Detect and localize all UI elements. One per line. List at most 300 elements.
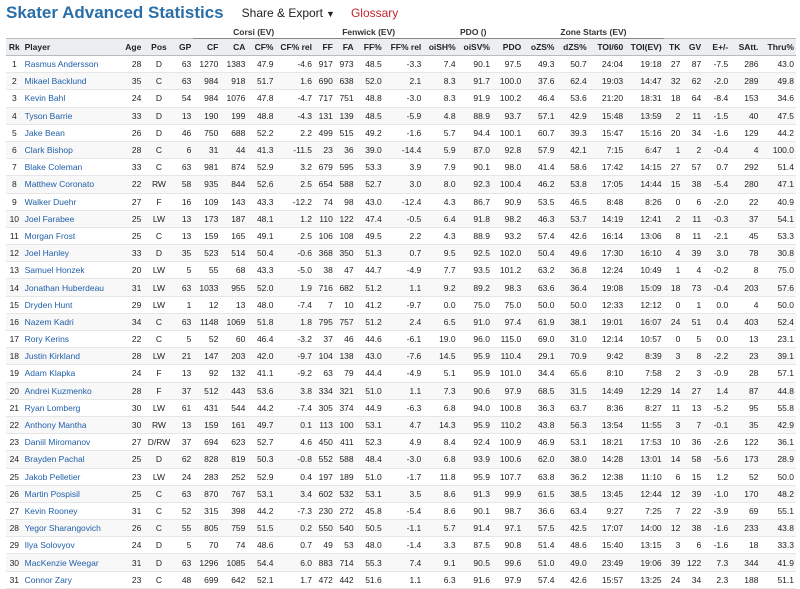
table-cell: 92: [193, 365, 220, 382]
table-cell: 272: [335, 502, 356, 519]
table-cell: 87.5: [458, 537, 492, 554]
table-cell: 918: [220, 73, 247, 90]
table-cell: 22: [682, 502, 703, 519]
table-cell: -3.0: [384, 451, 424, 468]
table-cell: -1.1: [384, 520, 424, 537]
table-cell: 39: [682, 485, 703, 502]
table-cell: 7: [664, 502, 683, 519]
table-cell: -9.7: [275, 348, 314, 365]
table-cell: 41.1: [247, 365, 275, 382]
column-header[interactable]: oZS%: [523, 39, 556, 56]
column-header[interactable]: Pos: [143, 39, 174, 56]
table-cell: 42.6: [557, 571, 589, 588]
column-header[interactable]: FF%: [356, 39, 384, 56]
table-cell: 7.7: [423, 262, 457, 279]
table-cell: 7.3: [423, 382, 457, 399]
table-cell: 122: [335, 210, 356, 227]
table-cell: 8:48: [589, 193, 625, 210]
table-cell: 24: [664, 313, 683, 330]
table-cell: 100.0: [760, 141, 796, 158]
table-row: [6, 365, 796, 382]
table-cell: -0.8: [275, 451, 314, 468]
player-link[interactable]: Daniil Miromanov: [23, 434, 121, 451]
table-cell: -7.4: [275, 296, 314, 313]
table-cell: 14:44: [625, 176, 664, 193]
table-cell: 759: [220, 520, 247, 537]
table-cell: 33: [120, 107, 143, 124]
table-cell: 92.8: [492, 141, 523, 158]
table-cell: 9:27: [589, 502, 625, 519]
table-cell: 13:54: [589, 416, 625, 433]
table-cell: 50.0: [523, 296, 556, 313]
table-cell: 110.4: [492, 348, 523, 365]
chevron-down-icon: ▼: [326, 9, 335, 19]
table-cell: 7: [6, 159, 23, 176]
table-cell: 4.3: [423, 193, 457, 210]
column-header[interactable]: CF% rel: [275, 39, 314, 56]
table-cell: 95.9: [458, 416, 492, 433]
table-cell: 450: [314, 434, 335, 451]
table-cell: 100.8: [492, 399, 523, 416]
table-cell: 443: [220, 382, 247, 399]
table-cell: 12: [6, 245, 23, 262]
table-cell: 51.1: [760, 571, 796, 588]
column-header[interactable]: FF% rel: [384, 39, 424, 56]
column-header-row: [6, 39, 796, 56]
table-cell: 24: [120, 90, 143, 107]
player-link[interactable]: Connor Zary: [23, 571, 121, 588]
table-cell: 8.3: [423, 90, 457, 107]
column-header[interactable]: CA: [220, 39, 247, 56]
table-cell: -0.3: [703, 210, 730, 227]
table-cell: 16:14: [589, 227, 625, 244]
table-cell: 43.3: [247, 193, 275, 210]
table-cell: 51.2: [356, 279, 384, 296]
table-cell: 23: [6, 434, 23, 451]
table-cell: 63.2: [523, 262, 556, 279]
table-cell: -0.6: [275, 245, 314, 262]
table-cell: -3.0: [384, 90, 424, 107]
player-link[interactable]: Morgan Frost: [23, 227, 121, 244]
table-cell: 29.1: [523, 348, 556, 365]
table-cell: 100.0: [492, 73, 523, 90]
table-cell: 18: [6, 348, 23, 365]
table-cell: 36.6: [523, 502, 556, 519]
table-cell: 1.4: [703, 382, 730, 399]
table-cell: 638: [335, 73, 356, 90]
table-cell: 472: [314, 571, 335, 588]
player-link[interactable]: Rory Kerins: [23, 331, 121, 348]
table-cell: 679: [314, 159, 335, 176]
table-cell: 1270: [193, 56, 220, 73]
table-cell: 8: [682, 348, 703, 365]
table-cell: 95.9: [458, 348, 492, 365]
table-cell: 550: [314, 520, 335, 537]
column-header[interactable]: Thru%: [760, 39, 796, 56]
table-cell: 5: [175, 537, 194, 554]
table-cell: 3.8: [275, 382, 314, 399]
table-cell: 5.9: [423, 141, 457, 158]
table-cell: 33: [120, 245, 143, 262]
table-cell: 100.9: [492, 434, 523, 451]
table-cell: 8:27: [625, 399, 664, 416]
table-cell: 63.6: [523, 279, 556, 296]
table-cell: 57.1: [760, 365, 796, 382]
table-cell: 63: [175, 279, 194, 296]
column-header[interactable]: PDO: [492, 39, 523, 56]
player-link[interactable]: Martin Pospisil: [23, 485, 121, 502]
table-cell: 46.3: [523, 210, 556, 227]
player-link[interactable]: Adam Klapka: [23, 365, 121, 382]
table-cell: 60: [220, 331, 247, 348]
table-cell: 79: [335, 365, 356, 382]
table-cell: D: [143, 554, 174, 571]
table-cell: D: [143, 245, 174, 262]
table-cell: 51.0: [356, 382, 384, 399]
table-cell: 91.4: [458, 520, 492, 537]
table-cell: D: [143, 107, 174, 124]
column-header[interactable]: CF: [193, 39, 220, 56]
table-cell: 90.8: [492, 537, 523, 554]
column-group-header-row: [6, 26, 796, 39]
column-header[interactable]: GP: [175, 39, 194, 56]
table-cell: 68: [220, 262, 247, 279]
table-cell: 7.4: [384, 554, 424, 571]
player-link[interactable]: Justin Kirkland: [23, 348, 121, 365]
table-cell: 6.5: [423, 313, 457, 330]
table-cell: -9.2: [275, 365, 314, 382]
table-cell: -1.5: [703, 107, 730, 124]
table-cell: 52.9: [247, 468, 275, 485]
player-link[interactable]: Dryden Hunt: [23, 296, 121, 313]
table-cell: 16: [175, 193, 194, 210]
column-header[interactable]: CF%: [247, 39, 275, 56]
column-header[interactable]: Player: [23, 39, 121, 56]
table-cell: 173: [193, 210, 220, 227]
table-cell: 767: [220, 485, 247, 502]
table-cell: 984: [193, 73, 220, 90]
table-cell: 61.5: [523, 485, 556, 502]
table-cell: 28: [730, 365, 760, 382]
table-cell: -2.2: [703, 348, 730, 365]
table-cell: 31: [6, 571, 23, 588]
table-cell: 13: [730, 331, 760, 348]
table-cell: 2: [6, 73, 23, 90]
column-header[interactable]: oiSH%: [423, 39, 457, 56]
table-cell: -1.7: [384, 468, 424, 485]
player-link[interactable]: Walker Duehr: [23, 193, 121, 210]
table-cell: 93.5: [458, 262, 492, 279]
table-cell: 60.7: [523, 124, 556, 141]
table-cell: 1383: [220, 56, 247, 73]
table-cell: 62: [682, 73, 703, 90]
table-cell: 8:10: [589, 365, 625, 382]
table-cell: 0.7: [275, 537, 314, 554]
table-cell: 805: [193, 520, 220, 537]
table-cell: 63: [175, 56, 194, 73]
table-cell: 1148: [193, 313, 220, 330]
share-export-menu[interactable]: [242, 6, 335, 20]
table-cell: -1.6: [384, 124, 424, 141]
table-cell: 88.9: [458, 227, 492, 244]
player-link[interactable]: Joel Farabee: [23, 210, 121, 227]
table-cell: 57: [682, 159, 703, 176]
table-row: [6, 176, 796, 193]
table-cell: 12: [664, 485, 683, 502]
table-cell: 874: [220, 159, 247, 176]
table-cell: 203: [220, 348, 247, 365]
table-cell: 315: [193, 502, 220, 519]
table-cell: 1.8: [275, 313, 314, 330]
table-cell: 4: [682, 262, 703, 279]
table-cell: 91.0: [458, 313, 492, 330]
table-cell: 694: [193, 434, 220, 451]
table-cell: 52.0: [247, 279, 275, 296]
column-header[interactable]: FF: [314, 39, 335, 56]
table-cell: 113: [314, 416, 335, 433]
table-cell: 6.0: [275, 554, 314, 571]
table-cell: 3: [664, 416, 683, 433]
table-cell: 25: [6, 468, 23, 485]
table-cell: 34: [682, 124, 703, 141]
table-row: [6, 571, 796, 588]
player-link[interactable]: Tyson Barrie: [23, 107, 121, 124]
table-cell: 24: [120, 537, 143, 554]
player-link[interactable]: Kevin Bahl: [23, 90, 121, 107]
column-header[interactable]: FA: [335, 39, 356, 56]
table-cell: 5.1: [423, 365, 457, 382]
table-cell: 53.6: [557, 90, 589, 107]
table-cell: 3.4: [275, 485, 314, 502]
table-cell: 63.4: [557, 502, 589, 519]
column-header[interactable]: TOI/60: [589, 39, 625, 56]
table-cell: 89.2: [458, 279, 492, 296]
player-link[interactable]: Yegor Sharangovich: [23, 520, 121, 537]
table-row: [6, 124, 796, 141]
player-link[interactable]: Brayden Pachal: [23, 451, 121, 468]
table-cell: 36: [682, 434, 703, 451]
table-cell: 981: [193, 159, 220, 176]
table-cell: D: [143, 90, 174, 107]
table-cell: 3: [6, 90, 23, 107]
column-header[interactable]: Age: [120, 39, 143, 56]
table-cell: 1.1: [384, 279, 424, 296]
table-cell: 15:09: [625, 279, 664, 296]
table-cell: 8.3: [423, 73, 457, 90]
table-row: [6, 313, 796, 330]
player-link[interactable]: Blake Coleman: [23, 159, 121, 176]
table-cell: 233: [730, 520, 760, 537]
column-header[interactable]: Rk: [6, 39, 23, 56]
table-cell: 52.9: [247, 159, 275, 176]
table-cell: 14.3: [423, 416, 457, 433]
table-cell: LW: [143, 296, 174, 313]
table-cell: D: [143, 56, 174, 73]
table-cell: 917: [314, 56, 335, 73]
table-cell: 46: [335, 331, 356, 348]
page-title: Skater Advanced Statistics: [6, 3, 224, 22]
table-cell: -0.1: [703, 416, 730, 433]
table-cell: 52.7: [356, 176, 384, 193]
player-link[interactable]: MacKenzie Weegar: [23, 554, 121, 571]
table-cell: 8.4: [423, 434, 457, 451]
table-cell: 38.0: [557, 451, 589, 468]
table-cell: 24: [120, 365, 143, 382]
table-cell: 442: [335, 571, 356, 588]
player-link[interactable]: Joel Hanley: [23, 245, 121, 262]
table-cell: 39: [682, 245, 703, 262]
table-cell: 10:49: [625, 262, 664, 279]
table-cell: 95.9: [458, 468, 492, 485]
table-cell: 41.3: [247, 141, 275, 158]
table-cell: 0: [664, 296, 683, 313]
table-cell: -2.6: [703, 434, 730, 451]
table-cell: 540: [335, 520, 356, 537]
table-cell: 100.1: [492, 124, 523, 141]
glossary-link[interactable]: Glossary: [350, 6, 399, 20]
table-cell: 5: [6, 124, 23, 141]
table-cell: 52.2: [247, 124, 275, 141]
table-cell: -1.6: [703, 124, 730, 141]
table-row: [6, 56, 796, 73]
table-cell: 12:44: [625, 485, 664, 502]
table-cell: C: [143, 485, 174, 502]
table-cell: 63: [314, 365, 335, 382]
table-cell: 28: [120, 382, 143, 399]
player-link[interactable]: Kevin Rooney: [23, 502, 121, 519]
table-cell: 38.5: [557, 485, 589, 502]
table-cell: 7.9: [423, 159, 457, 176]
table-cell: 374: [335, 399, 356, 416]
table-cell: 97.1: [492, 520, 523, 537]
table-cell: 280: [730, 176, 760, 193]
player-link[interactable]: Samuel Honzek: [23, 262, 121, 279]
player-link[interactable]: Ilya Solovyov: [23, 537, 121, 554]
table-cell: 431: [193, 399, 220, 416]
table-cell: 690: [314, 73, 335, 90]
table-cell: 8:36: [589, 399, 625, 416]
table-cell: 595: [335, 159, 356, 176]
column-header[interactable]: oiSV%: [458, 39, 492, 56]
table-cell: 19: [6, 365, 23, 382]
table-cell: 321: [335, 382, 356, 399]
column-header[interactable]: dZS%: [557, 39, 589, 56]
table-cell: 16: [6, 313, 23, 330]
table-cell: C: [143, 313, 174, 330]
table-cell: 55.3: [356, 554, 384, 571]
player-link[interactable]: Jonathan Huberdeau: [23, 279, 121, 296]
table-cell: 1.7: [275, 571, 314, 588]
table-cell: -5.6: [703, 451, 730, 468]
player-link[interactable]: Matthew Coronato: [23, 176, 121, 193]
table-cell: 36.3: [523, 399, 556, 416]
table-cell: 173: [730, 451, 760, 468]
table-cell: 13: [682, 399, 703, 416]
table-cell: -4.7: [275, 90, 314, 107]
table-cell: 757: [335, 313, 356, 330]
table-cell: 108: [335, 227, 356, 244]
table-row: [6, 537, 796, 554]
table-row: [6, 73, 796, 90]
table-cell: -5.4: [703, 176, 730, 193]
table-cell: 52: [730, 468, 760, 485]
table-cell: 170: [730, 485, 760, 502]
table-cell: 26: [120, 124, 143, 141]
player-link[interactable]: Nazem Kadri: [23, 313, 121, 330]
table-cell: C: [143, 502, 174, 519]
table-cell: 4.8: [423, 107, 457, 124]
player-link[interactable]: Jake Bean: [23, 124, 121, 141]
table-cell: 28.9: [760, 451, 796, 468]
table-cell: 12:38: [589, 468, 625, 485]
table-cell: 90.9: [492, 193, 523, 210]
column-header[interactable]: GV: [682, 39, 703, 56]
table-cell: 1069: [220, 313, 247, 330]
table-cell: 189: [335, 468, 356, 485]
table-cell: 18: [664, 90, 683, 107]
column-header[interactable]: E+/-: [703, 39, 730, 56]
player-link[interactable]: Mikael Backlund: [23, 73, 121, 90]
table-cell: 122: [682, 554, 703, 571]
table-cell: -3.9: [703, 502, 730, 519]
table-cell: 58.6: [557, 159, 589, 176]
player-link[interactable]: Rasmus Andersson: [23, 56, 121, 73]
player-link[interactable]: Andrei Kuzmenko: [23, 382, 121, 399]
group-zone-starts: Zone Starts (EV): [523, 26, 663, 39]
table-cell: 44.2: [247, 502, 275, 519]
table-cell: 411: [335, 434, 356, 451]
table-cell: 46.4: [523, 90, 556, 107]
table-cell: 24: [175, 468, 194, 485]
column-header[interactable]: TOI(EV): [625, 39, 664, 56]
table-cell: 100: [335, 416, 356, 433]
table-cell: -6.1: [384, 331, 424, 348]
table-cell: 3.2: [275, 159, 314, 176]
table-cell: 50.4: [247, 245, 275, 262]
table-cell: 95.9: [458, 365, 492, 382]
player-link[interactable]: Clark Bishop: [23, 141, 121, 158]
table-cell: 32: [664, 73, 683, 90]
table-cell: 17:53: [625, 434, 664, 451]
table-cell: 188: [730, 571, 760, 588]
table-cell: 350: [335, 245, 356, 262]
table-cell: 17:30: [589, 245, 625, 262]
table-cell: 41.9: [760, 554, 796, 571]
table-cell: 286: [730, 56, 760, 73]
table-cell: 35: [120, 73, 143, 90]
table-cell: 100.4: [492, 176, 523, 193]
table-cell: 47.4: [356, 210, 384, 227]
player-link[interactable]: Ryan Lomberg: [23, 399, 121, 416]
table-row: [6, 451, 796, 468]
column-header[interactable]: TK: [664, 39, 683, 56]
player-link[interactable]: Jakob Pelletier: [23, 468, 121, 485]
table-cell: 13:06: [625, 227, 664, 244]
table-cell: 49.3: [523, 56, 556, 73]
table-row: [6, 159, 796, 176]
table-cell: 64: [682, 90, 703, 107]
table-cell: 48.0: [247, 296, 275, 313]
table-cell: 0: [664, 331, 683, 348]
table-cell: 51.3: [356, 245, 384, 262]
player-link[interactable]: Anthony Mantha: [23, 416, 121, 433]
column-header[interactable]: SAtt.: [730, 39, 760, 56]
table-cell: 106: [314, 227, 335, 244]
table-cell: 91.3: [458, 485, 492, 502]
table-cell: 48.8: [247, 107, 275, 124]
table-cell: 0: [664, 193, 683, 210]
table-cell: LW: [143, 279, 174, 296]
